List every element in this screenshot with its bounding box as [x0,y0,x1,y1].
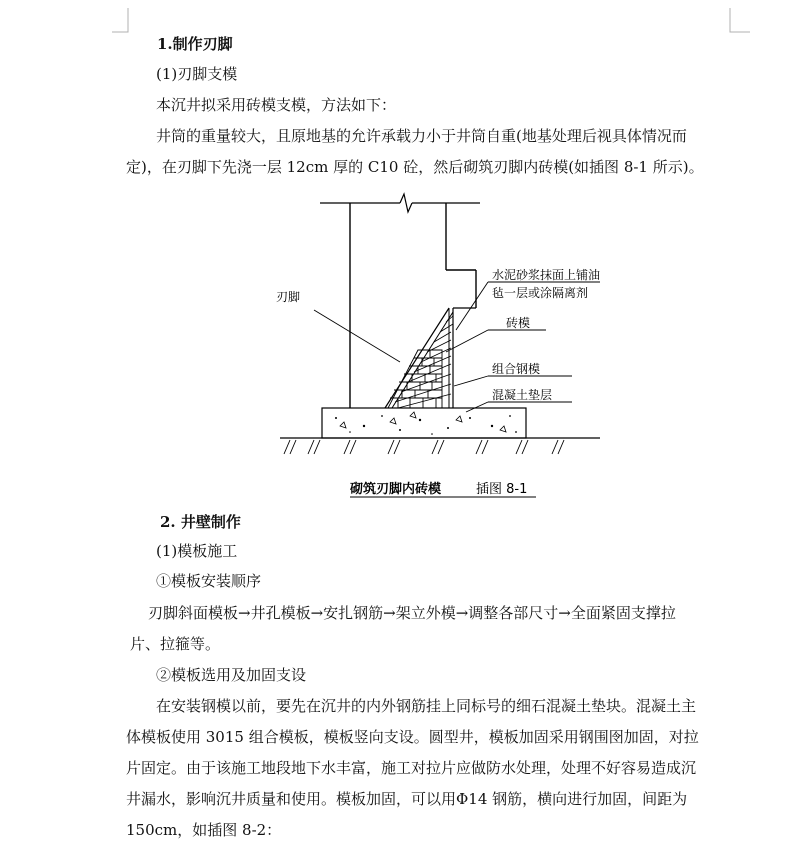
label-concrete: 混凝土垫层 [492,388,553,402]
sequence-line-1: 刃脚斜面模板→井孔模板→安扎钢筋→架立外模→调整各部尺寸→全面紧固支撑拉 [148,604,676,622]
figure-caption-title: 砌筑刃脚内砖模 [350,482,442,497]
heading-1: 1.制作刃脚 [157,35,233,53]
figure-brick-formwork [270,190,610,510]
paragraph-2-line-1: 井筒的重量较大，且原地基的允许承载力小于井筒自重(地基处理后视具体情况而 [156,127,687,145]
subheading-1: (1)刃脚支模 [156,65,238,83]
paragraph-3-line-5: 150cm，如插图 8-2： [126,821,282,839]
subheading-2a: ①模板安装顺序 [156,572,262,590]
label-steel: 组合钢模 [492,362,541,376]
paragraph-3-line-4: 井漏水，影响沉井质量和使用。模板加固，可以用Φ14 钢筋，横向进行加固，间距为 [126,790,688,808]
paragraph-1: 本沉井拟采用砖模支模，方法如下： [156,96,397,114]
paragraph-3-line-3: 片固定。由于该施工地段地下水丰富，施工对拉片应做防水处理，处理不好容易造成沉 [126,759,697,777]
page-corner-mark-left [112,8,130,34]
figure-caption-number: 插图 8-1 [476,482,528,497]
sequence-line-2: 片、拉箍等。 [130,635,221,653]
heading-2: 2. 井壁制作 [160,513,241,531]
label-brick: 砖模 [506,316,531,330]
paragraph-2-line-2: 定)，在刃脚下先浇一层 12cm 厚的 C10 砼，然后砌筑刃脚内砖模(如插图 8-1 所示)。 [126,158,704,176]
paragraph-3-line-2: 体模板使用 3015 组合模板，模板竖向支设。圆型井，模板加固采用钢围囹加固，对拉 [126,728,699,746]
label-cement-line-2: 毡一层或涂隔离剂 [492,286,589,300]
label-renjiao: 刃脚 [276,290,301,304]
label-cement-line-1: 水泥砂浆抹面上铺油 [492,268,601,282]
page-corner-mark-right [728,8,750,34]
paragraph-3-line-1: 在安装钢模以前，要先在沉井的内外钢筋挂上同标号的细石混凝土垫块。混凝土主 [156,697,697,715]
subheading-2b: ②模板选用及加固支设 [156,666,307,684]
subheading-2: (1)模板施工 [156,542,238,560]
